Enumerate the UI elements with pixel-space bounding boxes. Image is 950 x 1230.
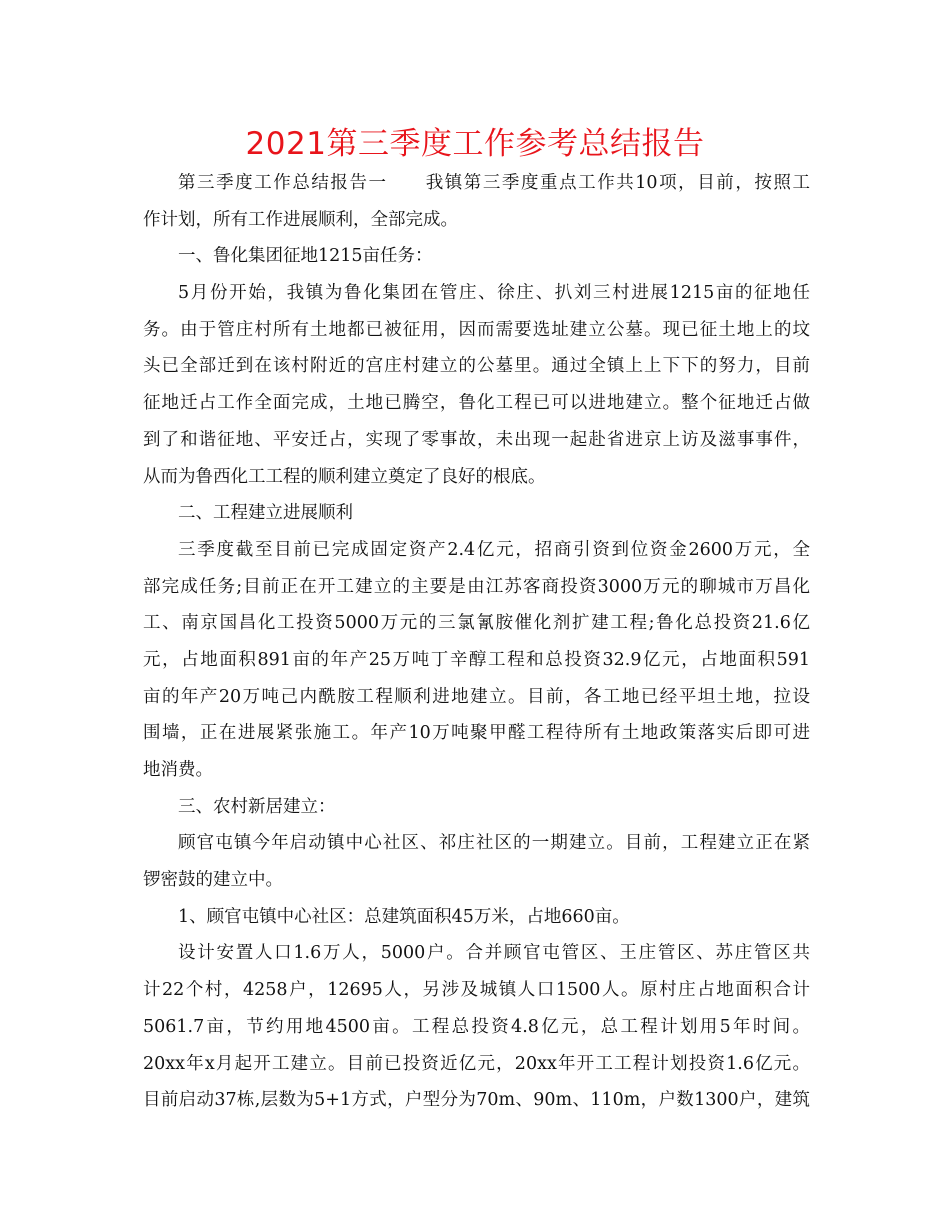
paragraph-line: 亩的年产20万吨己内酰胺工程顺利进地建立。目前，各工地已经平坦土地，拉设: [143, 686, 810, 707]
section-heading: 二、工程建立进展顺利: [178, 503, 353, 524]
paragraph-line: 计22个村，4258户，12695人，另涉及城镇人口1500人。原村庄占地面积合计: [143, 980, 810, 1001]
paragraph-line: 5月份开始，我镇为鲁化集团在管庄、徐庄、扒刘三村进展1215亩的征地任: [178, 283, 810, 304]
paragraph-line: 部完成任务;目前正在开工建立的主要是由江苏客商投资3000万元的聊城市万昌化: [143, 576, 810, 597]
paragraph-line: 锣密鼓的建立中。: [143, 870, 283, 891]
paragraph-line: 20xx年x月起开工建立。目前已投资近亿元，20xx年开工工程计划投资1.6亿元。: [143, 1053, 810, 1074]
paragraph-line: 作计划，所有工作进展顺利，全部完成。: [143, 209, 458, 230]
paragraph-line: 工、南京国昌化工投资5000万元的三氯氰胺催化剂扩建工程;鲁化总投资21.6亿: [143, 613, 810, 634]
document-title: 2021第三季度工作参考总结报告: [245, 126, 705, 162]
paragraph-line: 三季度截至目前已完成固定资产2.4亿元，招商引资到位资金2600万元，全: [178, 539, 810, 560]
paragraph-line: 头已全部迁到在该村附近的宫庄村建立的公墓里。通过全镇上上下下的努力，目前: [143, 356, 810, 377]
paragraph-line: 设计安置人口1.6万人，5000户。合并顾官屯管区、王庄管区、苏庄管区共: [178, 943, 810, 964]
paragraph-line: 征地迁占工作全面完成，土地已腾空，鲁化工程已可以进地建立。整个征地迁占做: [143, 393, 810, 414]
section-heading: 三、农村新居建立：: [178, 796, 336, 817]
paragraph-line: 从而为鲁西化工工程的顺利建立奠定了良好的根底。: [143, 466, 546, 487]
paragraph-line: 围墙，正在进展紧张施工。年产10万吨聚甲醛工程待所有土地政策落实后即可进: [143, 723, 810, 744]
section-heading: 一、鲁化集团征地1215亩任务：: [178, 246, 433, 267]
paragraph-line: 元，占地面积891亩的年产25万吨丁辛醇工程和总投资32.9亿元，占地面积591: [143, 649, 810, 670]
paragraph-line: 务。由于管庄村所有土地都已被征用，因而需要选址建立公墓。现已征土地上的坟: [143, 319, 810, 340]
subsection-heading: 1、顾官屯镇中心社区：总建筑面积45万米，占地660亩。: [178, 906, 630, 927]
paragraph-line: 顾官屯镇今年启动镇中心社区、祁庄社区的一期建立。目前，工程建立正在紧: [178, 833, 810, 854]
document-body: [143, 165, 810, 1119]
paragraph-line: 第三季度工作总结报告一 我镇第三季度重点工作共10项，目前，按照工: [178, 173, 810, 193]
paragraph-line: 目前启动37栋,层数为5+1方式，户型分为70m、90m、110m，户数1300户，建筑: [143, 1090, 810, 1111]
paragraph-line: 地消费。: [143, 760, 213, 780]
paragraph-line: 5061.7亩，节约用地4500亩。工程总投资4.8亿元，总工程计划用5年时间。: [143, 1016, 810, 1037]
paragraph-line: 到了和谐征地、平安迁占，实现了零事故，未出现一起赴省进京上访及滋事事件，: [143, 429, 810, 450]
